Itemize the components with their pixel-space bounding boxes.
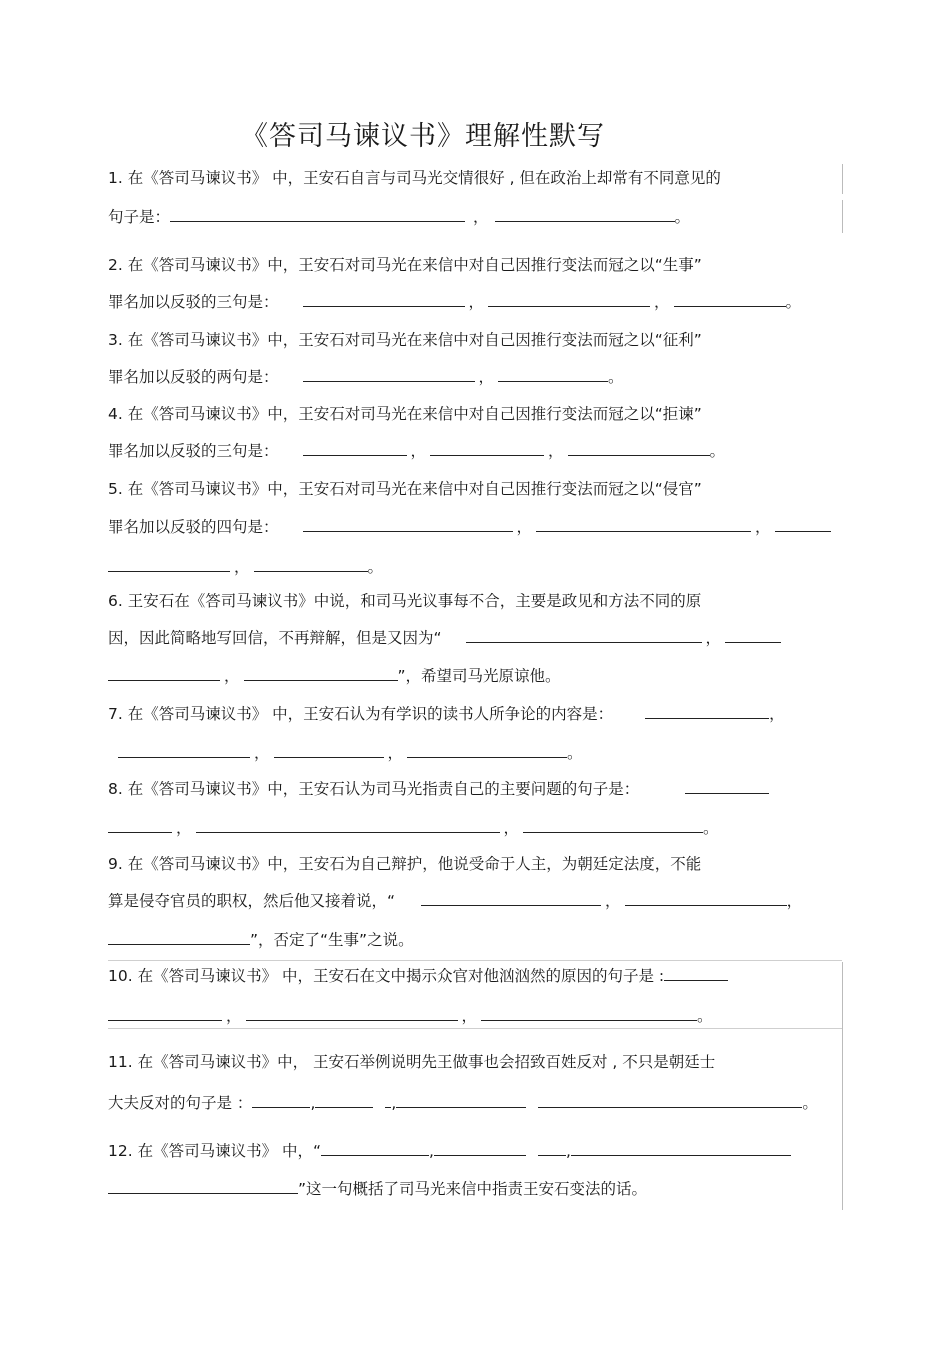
question-1-line-2 — [108, 206, 690, 227]
question-12-prompt: 12. 在《答司马谏议书》 中，“ — [108, 1142, 322, 1160]
answer-blank[interactable] — [664, 965, 728, 981]
comma: ， — [224, 667, 240, 685]
answer-blank[interactable] — [108, 817, 172, 833]
question-6-tail: ”，希望司马光原谅他。 — [397, 667, 561, 685]
comma: ， — [387, 744, 404, 762]
answer-blank[interactable] — [108, 1178, 298, 1194]
period: 。 — [703, 819, 719, 837]
answer-blank[interactable] — [498, 366, 608, 382]
question-11-line-2 — [108, 1092, 818, 1113]
scan-edge-line — [842, 200, 843, 233]
answer-blank[interactable] — [466, 627, 702, 643]
period: 。 — [674, 208, 691, 226]
period: 。 — [785, 293, 802, 311]
answer-blank[interactable] — [685, 778, 769, 794]
answer-blank[interactable] — [481, 1005, 697, 1021]
question-3-prompt: 罪名加以反驳的两句是： — [108, 368, 279, 386]
answer-blank[interactable] — [725, 627, 781, 643]
scan-edge-line — [108, 960, 842, 961]
answer-blank[interactable] — [170, 206, 465, 222]
answer-blank[interactable] — [108, 665, 220, 681]
answer-blank[interactable] — [488, 291, 650, 307]
comma: , — [429, 1142, 434, 1160]
question-6-line-1: 6. 王安石在《答司马谏议书》中说，和司马光议事每不合，主要是政见和方法不同的原 — [108, 592, 702, 610]
question-6-line-3 — [108, 665, 561, 686]
period: 。 — [367, 558, 384, 576]
question-1-line-1: 1. 在《答司马谏议书》 中，王安石自言与司马光交情很好 , 但在政治上却常有不同意见的 — [108, 169, 721, 187]
comma: ， — [654, 293, 670, 311]
question-11-line-1: 11. 在《答司马谏议书》中， 王安石举例说明先王做事也会招致百姓反对 , 不只是朝廷士 — [108, 1053, 716, 1071]
comma: ， — [468, 293, 485, 311]
question-7-line-2 — [108, 742, 583, 763]
answer-blank[interactable] — [108, 556, 230, 572]
scan-edge-line — [842, 164, 843, 194]
question-5-line-1: 5. 在《答司马谏议书》中，王安石对司马光在来信中对自己因推行变法而冠之以“侵官” — [108, 480, 702, 498]
answer-blank[interactable] — [118, 742, 250, 758]
answer-blank[interactable] — [303, 291, 465, 307]
comma: ， — [234, 558, 250, 576]
answer-blank[interactable] — [536, 516, 751, 532]
question-8-line-2 — [108, 817, 719, 838]
comma: ， — [548, 442, 564, 460]
question-12-line-2 — [108, 1178, 647, 1199]
answer-blank[interactable] — [430, 440, 544, 456]
answer-blank[interactable] — [538, 1140, 566, 1156]
answer-blank[interactable] — [274, 742, 384, 758]
question-12-line-1 — [108, 1140, 791, 1161]
answer-blank[interactable] — [645, 703, 769, 719]
answer-blank[interactable] — [421, 890, 601, 906]
period: 。 — [608, 368, 624, 386]
question-7-line-1 — [108, 703, 785, 724]
comma: ， — [176, 819, 192, 837]
comma: ， — [503, 819, 520, 837]
question-2-line-2 — [108, 291, 801, 312]
comma: ， — [516, 518, 533, 536]
question-12-tail: ”这一句概括了司马光来信中指责王安石变法的话。 — [298, 1180, 648, 1198]
answer-blank[interactable] — [252, 1092, 310, 1108]
question-3-line-1: 3. 在《答司马谏议书》中，王安石对司马光在来信中对自己因推行变法而冠之以“征利” — [108, 331, 702, 349]
question-9-line-1: 9. 在《答司马谏议书》中，王安石为自己辩护，他说受命于人主，为朝廷定法度，不能 — [108, 855, 702, 873]
answer-blank[interactable] — [246, 1005, 458, 1021]
answer-blank[interactable] — [303, 366, 475, 382]
period: 。 — [567, 744, 583, 762]
question-11-prompt: 大夫反对的句子是 ： — [108, 1094, 253, 1112]
answer-blank[interactable] — [538, 1092, 802, 1108]
comma: ， — [410, 442, 427, 460]
page-title: 《答司马谏议书》理解性默写 — [241, 121, 605, 152]
scan-edge-line — [108, 1028, 842, 1029]
scan-edge-line — [842, 962, 843, 1210]
answer-blank[interactable] — [396, 1092, 526, 1108]
question-10-line-2 — [108, 1005, 713, 1026]
answer-blank[interactable] — [625, 890, 787, 906]
comma: ， — [705, 629, 722, 647]
question-10-prompt: 10. 在《答司马谏议书》 中，王安石在文中揭示众官对他汹汹然的原因的句子是 : — [108, 967, 665, 985]
question-5-line-2 — [108, 516, 831, 537]
comma: ， — [226, 1007, 242, 1025]
period: 。 — [802, 1094, 818, 1112]
question-2-line-1: 2. 在《答司马谏议书》中，王安石对司马光在来信中对自己因推行变法而冠之以“生事” — [108, 256, 702, 274]
answer-blank[interactable] — [244, 665, 398, 681]
comma: , — [391, 1094, 397, 1112]
answer-blank[interactable] — [108, 929, 250, 945]
question-7-prompt: 7. 在《答司马谏议书》 中，王安石认为有学识的读书人所争论的内容是： — [108, 705, 614, 723]
period: 。 — [697, 1007, 713, 1025]
comma: ， — [786, 892, 803, 910]
answer-blank[interactable] — [321, 1140, 429, 1156]
answer-blank[interactable] — [315, 1092, 373, 1108]
comma: ， — [473, 208, 489, 226]
question-4-line-2 — [108, 440, 725, 461]
answer-blank[interactable] — [568, 440, 710, 456]
question-2-prompt: 罪名加以反驳的三句是： — [108, 293, 279, 311]
answer-blank[interactable] — [254, 556, 368, 572]
answer-blank[interactable] — [495, 206, 675, 222]
question-8-prompt: 8. 在《答司马谏议书》中，王安石认为司马光指责自己的主要问题的句子是： — [108, 780, 640, 798]
question-8-line-1 — [108, 778, 769, 799]
answer-blank[interactable] — [674, 291, 786, 307]
comma: ， — [755, 518, 771, 536]
comma: ， — [478, 368, 495, 386]
question-4-line-1: 4. 在《答司马谏议书》中，王安石对司马光在来信中对自己因推行变法而冠之以“拒谏” — [108, 405, 702, 423]
question-9-line-3 — [108, 929, 414, 950]
answer-blank[interactable] — [775, 516, 831, 532]
comma: , — [310, 1094, 316, 1112]
answer-blank[interactable] — [407, 742, 567, 758]
answer-blank[interactable] — [108, 1005, 222, 1021]
question-3-line-2 — [108, 366, 624, 387]
question-6-prompt: 因，因此简略地写回信，不再辩解，但是又因为“ — [108, 629, 442, 647]
answer-blank[interactable] — [303, 440, 407, 456]
answer-blank[interactable] — [303, 516, 513, 532]
answer-blank[interactable] — [196, 817, 500, 833]
comma: ， — [461, 1007, 478, 1025]
comma: , — [565, 1142, 571, 1160]
question-1-prompt: 句子是： — [108, 208, 171, 226]
question-4-prompt: 罪名加以反驳的三句是： — [108, 442, 279, 460]
question-9-line-2 — [108, 890, 802, 911]
comma: ， — [254, 744, 270, 762]
question-9-tail: ”，否定了“生事”之说。 — [250, 931, 414, 949]
question-5-line-3 — [108, 556, 383, 577]
question-6-line-2 — [108, 627, 781, 648]
comma: ， — [769, 705, 785, 723]
question-9-prompt: 算是侵夺官员的职权，然后他又接着说，“ — [108, 892, 396, 910]
answer-blank[interactable] — [434, 1140, 526, 1156]
period: 。 — [709, 442, 726, 460]
answer-blank[interactable] — [571, 1140, 791, 1156]
question-5-prompt: 罪名加以反驳的四句是： — [108, 518, 279, 536]
answer-blank[interactable] — [523, 817, 703, 833]
question-10-line-1 — [108, 965, 728, 986]
comma: ， — [605, 892, 621, 910]
